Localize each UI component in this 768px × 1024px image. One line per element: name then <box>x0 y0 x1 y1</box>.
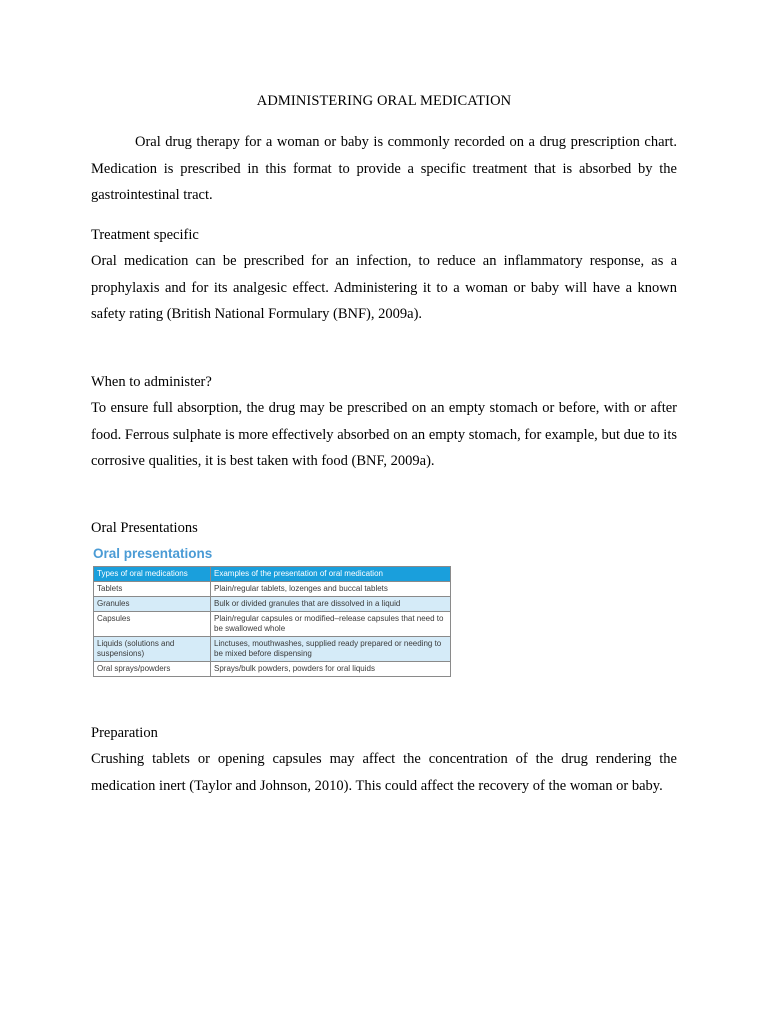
heading-treatment-specific: Treatment specific <box>91 227 199 243</box>
table-cell-type: Granules <box>94 597 211 612</box>
when-paragraph: To ensure full absorption, the drug may be prescribed on an empty stomach or before, with or after food. Ferrous sulphate is more effectively absorbed on an empty stomach, for example, but due to its corrosive qualities, it is best taken with food (BNF, 2009a). <box>91 400 677 469</box>
heading-preparation: Preparation <box>91 725 158 741</box>
table-cell-example: Sprays/bulk powders, powders for oral liquids <box>211 662 451 677</box>
table-cell-example: Plain/regular tablets, lozenges and buccal tablets <box>211 582 451 597</box>
heading-when-to-administer: When to administer? <box>91 374 212 390</box>
table-cell-type: Tablets <box>94 582 211 597</box>
table-row <box>94 637 451 662</box>
table-header-cell: Examples of the presentation of oral medication <box>211 567 451 582</box>
table-cell-example: Linctuses, mouthwashes, supplied ready prepared or needing to be mixed before dispensing <box>211 637 451 662</box>
table-cell-type: Liquids (solutions and suspensions) <box>94 637 211 662</box>
intro-paragraph: Oral drug therapy for a woman or baby is commonly recorded on a drug prescription chart. Medication is prescribed in this format to provide a specific treatment that is absorbed by the gastrointestinal tract. <box>91 134 677 203</box>
heading-oral-presentations: Oral Presentations <box>91 520 198 536</box>
table-row <box>94 612 451 637</box>
oral-presentations-table <box>93 566 451 677</box>
table-row <box>94 582 451 597</box>
table-cell-type: Oral sprays/powders <box>94 662 211 677</box>
figure-caption: Oral presentations <box>93 546 213 561</box>
oral-presentations-figure <box>93 545 453 685</box>
document-title: ADMINISTERING ORAL MEDICATION <box>256 93 512 109</box>
table-cell-type: Capsules <box>94 612 211 637</box>
preparation-paragraph: Crushing tablets or opening capsules may affect the concentration of the drug rendering the medication inert (Taylor and Johnson, 2010). This could affect the recovery of the woman or baby. <box>91 751 677 794</box>
table-row <box>94 597 451 612</box>
table-cell-example: Bulk or divided granules that are dissolved in a liquid <box>211 597 451 612</box>
table-row <box>94 662 451 677</box>
table-header-row <box>94 567 451 582</box>
table-cell-example: Plain/regular capsules or modified–release capsules that need to be swallowed whole <box>211 612 451 637</box>
table-header-cell: Types of oral medications <box>94 567 211 582</box>
treatment-paragraph: Oral medication can be prescribed for an infection, to reduce an inflammatory response, as a prophylaxis and for its analgesic effect. Administering it to a woman or baby will have a known safety rating (British National Formulary (BNF), 2009a). <box>91 253 677 322</box>
